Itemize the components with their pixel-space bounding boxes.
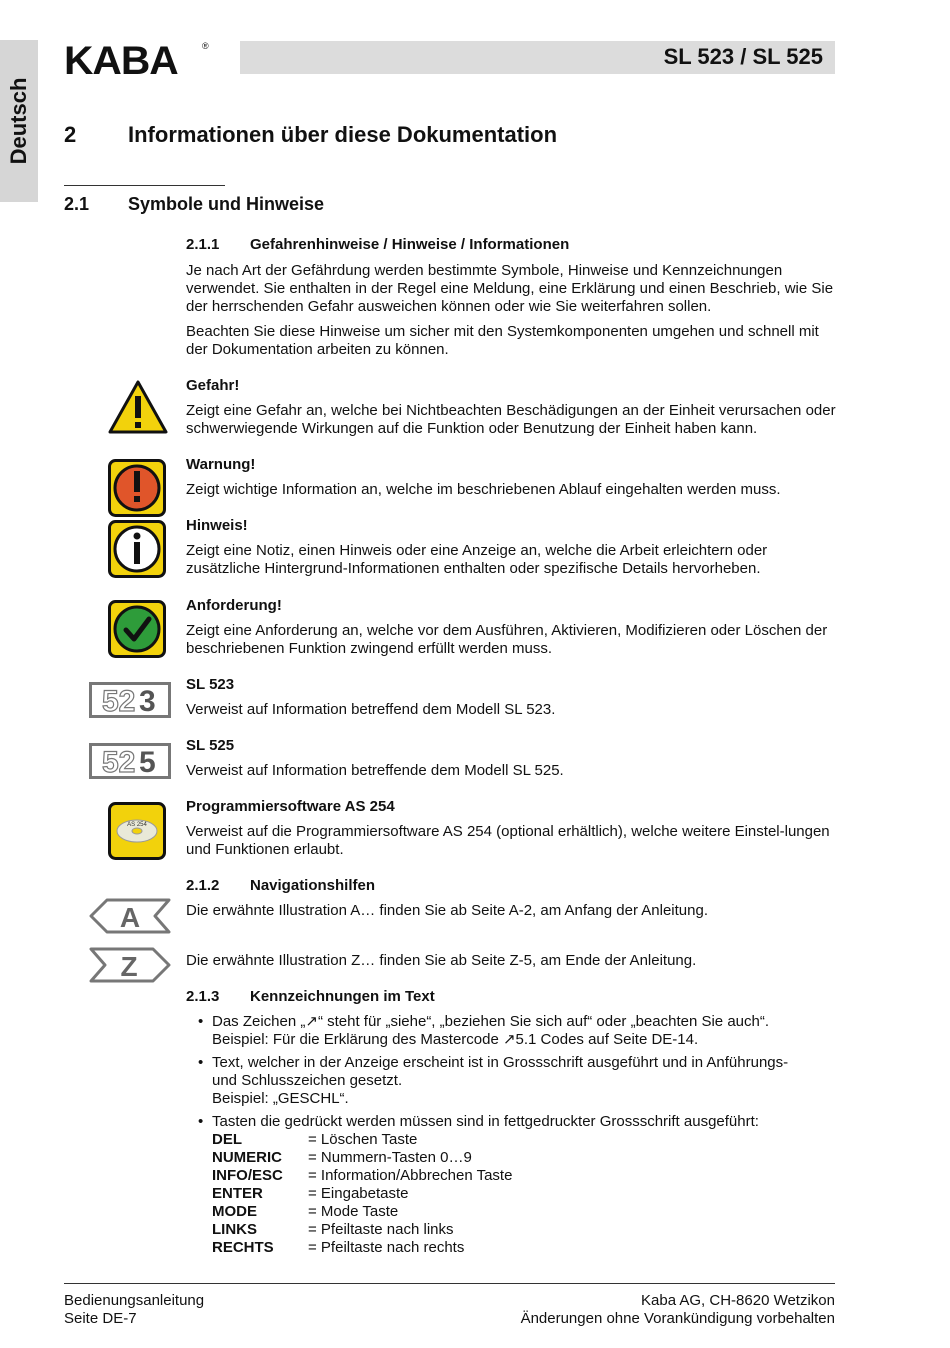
key-desc: = Pfeiltaste nach links — [308, 1221, 454, 1238]
info-icon — [108, 520, 166, 583]
key-row — [212, 1203, 512, 1221]
svg-text:52: 52 — [102, 685, 136, 718]
key-name: LINKS — [212, 1221, 257, 1238]
subsection-number: 2.1 — [64, 194, 90, 214]
bullet-2-line-1: Text, welcher in der Anzeige erscheint ist in Grossschrift ausgeführt und in Anführungs- — [212, 1054, 789, 1071]
svg-text:AS 254: AS 254 — [127, 822, 147, 828]
bullet-3-marker: • — [198, 1113, 204, 1130]
header-bar — [240, 41, 835, 74]
s212-number: 2.1.2 — [186, 877, 220, 894]
key-name: MODE — [212, 1203, 257, 1220]
key-desc: = Mode Taste — [308, 1203, 399, 1220]
nav-a-arrow-icon — [89, 898, 171, 939]
key-name: INFO/ESC — [212, 1167, 283, 1184]
svg-text:®: ® — [202, 41, 209, 51]
nav-a-text: Die erwähnte Illustration A… finden Sie ab Seite A-2, am Anfang der Anleitung. — [186, 902, 708, 919]
key-desc: = Pfeiltaste nach rechts — [308, 1239, 465, 1256]
notice-anforderung-text: Zeigt eine Anforderung an, welche vor dem Ausführen, Aktivieren, Modifizieren oder Löschen der beschriebenen Funktion zwingend erfüllt werden muss. — [186, 622, 828, 657]
kaba-logo — [64, 40, 214, 78]
notice-anforderung-title: Anforderung! — [186, 597, 282, 614]
software-cd-icon — [108, 802, 166, 865]
notice-hinweis-text: Zeigt eine Notiz, einen Hinweis oder eine Anzeige an, welche die Arbeit erleichtern oder zusätzliche Hintergrund-Informationen enthalten oder spezifische Details hervorheben. — [186, 542, 768, 577]
notice-sl525-title: SL 525 — [186, 737, 235, 754]
section-number: 2 — [64, 122, 77, 147]
footer-page-number: Seite DE-7 — [64, 1310, 137, 1327]
nav-z-text: Die erwähnte Illustration Z… finden Sie ab Seite Z-5, am Ende der Anleitung. — [186, 952, 697, 969]
bullet-1-marker: • — [198, 1013, 204, 1030]
notice-sl525-text: Verweist auf Information betreffende dem Modell SL 525. — [186, 762, 564, 779]
footer-company: Kaba AG, CH-8620 Wetzikon — [641, 1292, 835, 1309]
warning-exclamation-icon — [108, 459, 166, 522]
key-name: RECHTS — [212, 1239, 274, 1256]
footer-manual-label: Bedienungsanleitung — [64, 1292, 205, 1309]
s211-paragraph-1: Je nach Art der Gefährdung werden bestimmte Symbole, Hinweise und Kennzeichnungen verwendet. Sie enthalten in der Regel eine Meldung, eine Erklärung und einen Beschrieb, wie Sie der herrschenden Gefahr ausweichen können oder wie Sie weiterfahren sollen. — [186, 262, 834, 315]
document-title: SL 523 / SL 525 — [663, 44, 823, 69]
key-name: ENTER — [212, 1185, 263, 1202]
sl523-badge-icon — [89, 682, 171, 723]
bullet-2-marker: • — [198, 1054, 204, 1071]
bullet-2-line-2: und Schlusszeichen gesetzt. — [212, 1072, 403, 1089]
bullet-2-line-3: Beispiel: „GESCHL“. — [212, 1090, 349, 1107]
footer-divider — [64, 1283, 835, 1284]
danger-triangle-icon — [108, 380, 168, 439]
language-tab-label: Deutsch — [6, 77, 31, 165]
svg-text:52: 52 — [102, 746, 136, 779]
key-desc: = Information/Abbrechen Taste — [308, 1167, 513, 1184]
key-name: NUMERIC — [212, 1149, 282, 1166]
key-desc: = Nummern-Tasten 0…9 — [308, 1149, 472, 1166]
nav-z-arrow-icon — [89, 947, 171, 988]
bullet-1-line-1: Das Zeichen „↗“ steht für „siehe“, „beziehen Sie sich auf“ oder „beachten Sie auch“. — [212, 1013, 770, 1030]
s211-paragraph-2: Beachten Sie diese Hinweise um sicher mit den Systemkomponenten umgehen und schnell mit der Dokumentation arbeiten zu können. — [186, 323, 819, 358]
bullet-3-line-1: Tasten die gedrückt werden müssen sind in fettgedruckter Grossschrift ausgeführt: — [212, 1113, 759, 1130]
svg-text:KABA: KABA — [64, 40, 178, 78]
footer-disclaimer: Änderungen ohne Vorankündigung vorbehalten — [520, 1310, 835, 1327]
s213-number: 2.1.3 — [186, 988, 220, 1005]
key-table — [212, 1131, 512, 1257]
key-row — [212, 1149, 512, 1167]
key-row — [212, 1131, 512, 1149]
notice-hinweis-title: Hinweis! — [186, 517, 248, 534]
key-row — [212, 1185, 512, 1203]
s213-title: Kennzeichnungen im Text — [250, 988, 435, 1005]
notice-gefahr-title: Gefahr! — [186, 377, 240, 394]
language-tab — [0, 40, 38, 202]
svg-text:A: A — [119, 902, 141, 933]
svg-text:Z: Z — [120, 951, 138, 982]
key-row — [212, 1239, 512, 1257]
key-row — [212, 1167, 512, 1185]
notice-sl523-text: Verweist auf Information betreffend dem Modell SL 523. — [186, 701, 556, 718]
s212-title: Navigationshilfen — [250, 877, 376, 894]
key-row — [212, 1221, 512, 1239]
notice-sl523-title: SL 523 — [186, 676, 235, 693]
s211-number: 2.1.1 — [186, 236, 220, 253]
key-name: DEL — [212, 1131, 242, 1148]
section-title: Informationen über diese Dokumentation — [128, 122, 558, 147]
divider — [64, 185, 225, 186]
subsection-title: Symbole und Hinweise — [128, 194, 325, 214]
requirement-check-icon — [108, 600, 166, 663]
notice-as254-title: Programmiersoftware AS 254 — [186, 798, 395, 815]
notice-warnung-text: Zeigt wichtige Information an, welche im beschriebenen Ablauf eingehalten werden muss. — [186, 481, 781, 498]
key-desc: = Löschen Taste — [308, 1131, 418, 1148]
notice-warnung-title: Warnung! — [186, 456, 256, 473]
notice-as254-text: Verweist auf die Programmiersoftware AS 254 (optional erhältlich), welche weitere Einstel-lungen und Funktionen erlaubt. — [186, 823, 830, 858]
svg-text:3: 3 — [139, 685, 156, 718]
notice-gefahr-text: Zeigt eine Gefahr an, welche bei Nichtbeachten Beschädigungen an der Einheit verursachen oder schwerwiegende Wirkungen auf die Funktion oder Benutzung der Einheit haben kann. — [186, 402, 836, 437]
sl525-badge-icon — [89, 743, 171, 784]
s211-title: Gefahrenhinweise / Hinweise / Informationen — [250, 236, 570, 253]
svg-text:5: 5 — [139, 746, 156, 779]
key-desc: = Eingabetaste — [308, 1185, 409, 1202]
bullet-1-line-2: Beispiel: Für die Erklärung des Mastercode ↗5.1 Codes auf Seite DE-14. — [212, 1031, 699, 1048]
